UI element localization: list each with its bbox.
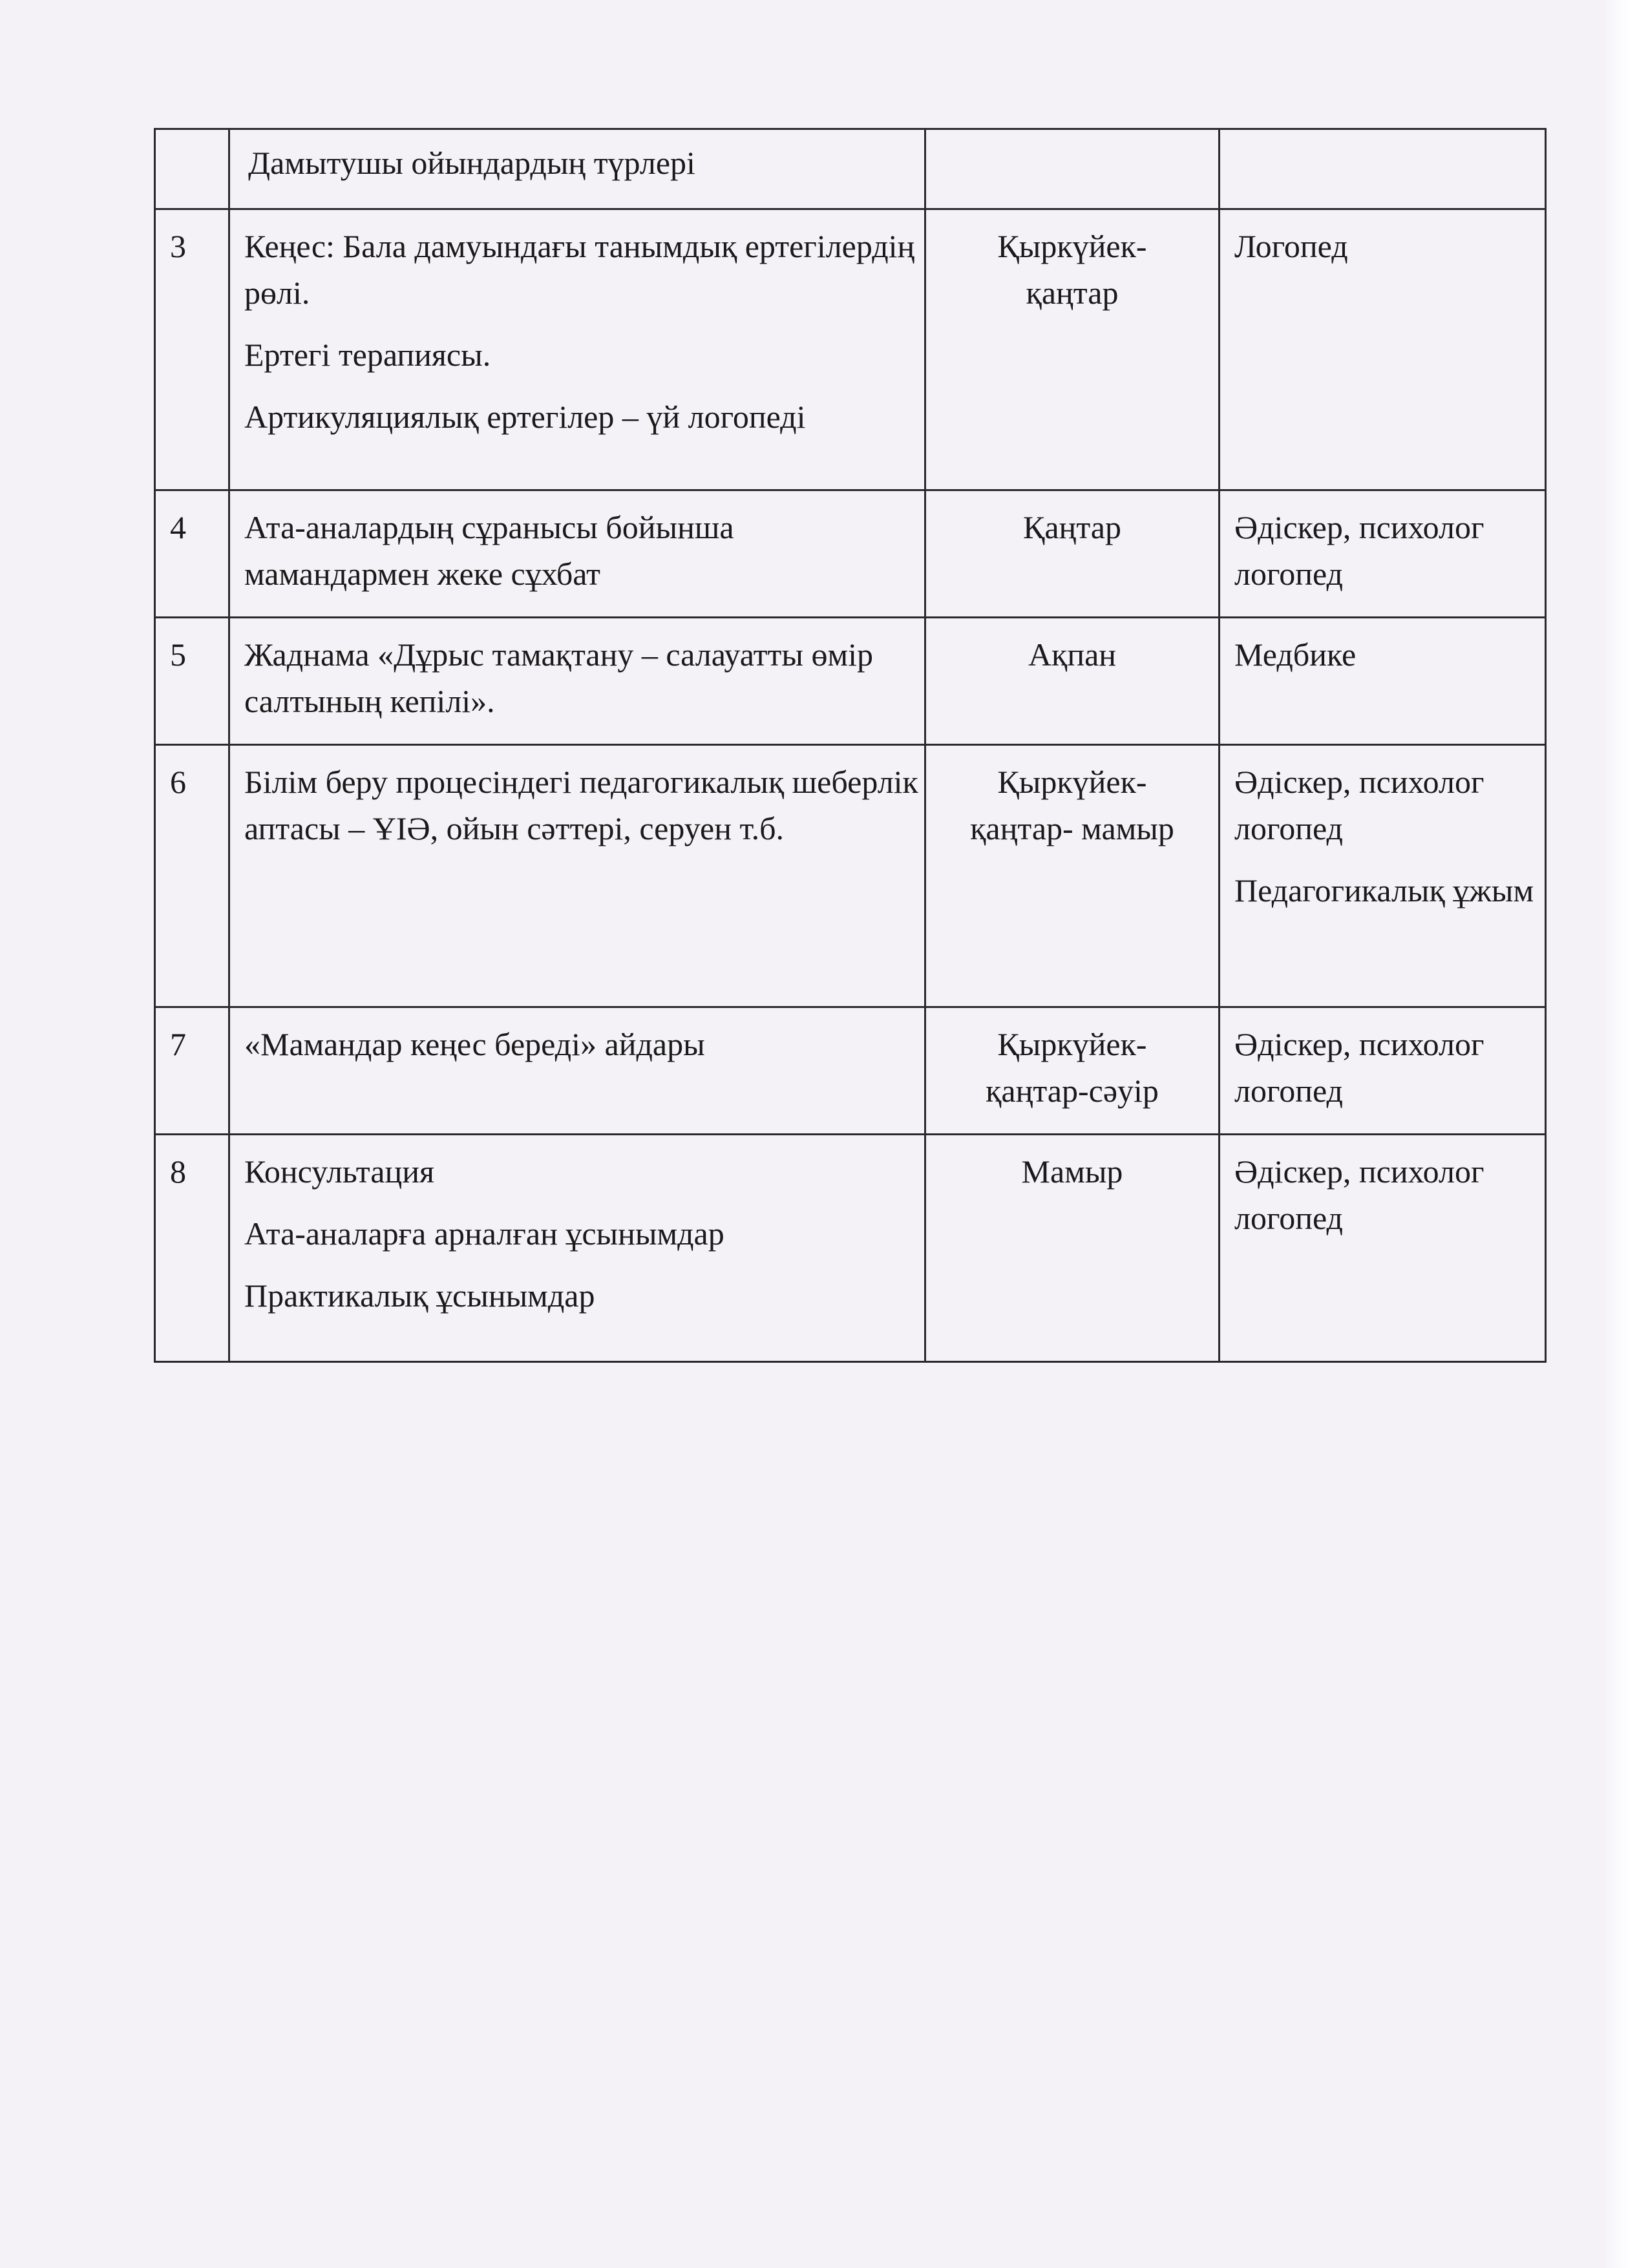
table-row	[155, 618, 1546, 745]
event-topic: Кеңес: Бала дамуындағы танымдық ертегілердің рөлі. Ертегі терапиясы. Артикуляциялық ертегілер – үй логопеді	[229, 209, 925, 490]
page-edge	[1603, 0, 1648, 2268]
event-responsible: Әдіскер, психолог логопед	[1220, 490, 1546, 618]
event-topic: Жаднама «Дұрыс тамақтану – салауатты өмір салтының кепілі».	[229, 618, 925, 745]
event-date: Қыркүйек- қаңтар	[925, 209, 1220, 490]
table-row	[155, 745, 1546, 1007]
plan-table	[154, 128, 1547, 1363]
event-topic: Ата-аналардың сұранысы бойынша мамандармен жеке сұхбат	[229, 490, 925, 618]
event-responsible	[1220, 129, 1546, 209]
event-responsible: Медбике	[1220, 618, 1546, 745]
table-row	[155, 129, 1546, 209]
row-number: 8	[155, 1135, 229, 1362]
event-date: Мамыр	[925, 1135, 1220, 1362]
event-date: Қыркүйек- қаңтар- мамыр	[925, 745, 1220, 1007]
row-number: 5	[155, 618, 229, 745]
row-number: 7	[155, 1007, 229, 1135]
table-row	[155, 1135, 1546, 1362]
table-row	[155, 209, 1546, 490]
event-responsible: Әдіскер, психолог логопед Педагогикалық ұжым	[1220, 745, 1546, 1007]
event-responsible: Логопед	[1220, 209, 1546, 490]
event-responsible: Әдіскер, психолог логопед	[1220, 1135, 1546, 1362]
row-number: 3	[155, 209, 229, 490]
event-topic: Білім беру процесіндегі педагогикалық шеберлік аптасы – ҰІӘ, ойын сәттері, серуен т.б.	[229, 745, 925, 1007]
event-responsible: Әдіскер, психолог логопед	[1220, 1007, 1546, 1135]
event-topic: «Мамандар кеңес береді» айдары	[229, 1007, 925, 1135]
row-number	[155, 129, 229, 209]
event-date: Қыркүйек- қаңтар-сәуір	[925, 1007, 1220, 1135]
event-date: Ақпан	[925, 618, 1220, 745]
event-topic: Консультация Ата-аналарға арналған ұсынымдар Практикалық ұсынымдар	[229, 1135, 925, 1362]
table-row	[155, 1007, 1546, 1135]
row-number: 6	[155, 745, 229, 1007]
table-row	[155, 490, 1546, 618]
row-number: 4	[155, 490, 229, 618]
event-date: Қаңтар	[925, 490, 1220, 618]
event-date	[925, 129, 1220, 209]
event-topic: Дамытушы ойындардың түрлері	[229, 129, 925, 209]
